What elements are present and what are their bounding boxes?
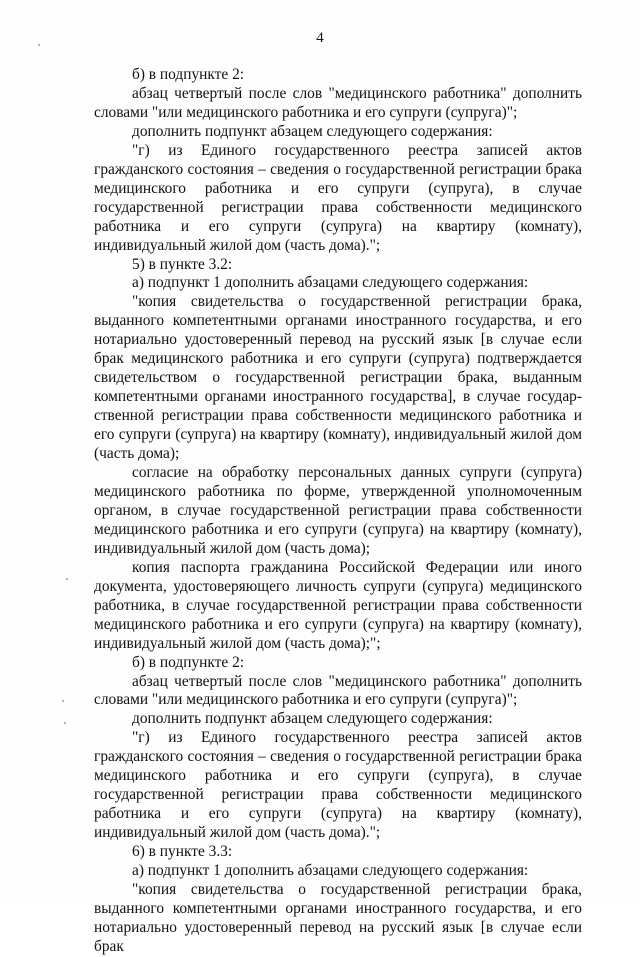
- paragraph: б) в подпункте 2:: [132, 653, 245, 671]
- scan-speck: [64, 722, 66, 724]
- paragraph: "г) из Единого государственного реестра записей актов гражданского состояния – сведения о государственной регистрации брака медицинского работника и его супруги (супруга), в случае государственной регистрации права собственности медицинского работника и его супруги (супруга) на квартиру (комнату), индивидуальный жилой дом (часть дома).";: [94, 141, 582, 254]
- paragraph: а) подпункт 1 дополнить абзацами следующего содержания:: [132, 274, 529, 292]
- document-body: [94, 66, 582, 957]
- paragraph: дополнить подпункт абзацем следующего содержания:: [132, 710, 493, 728]
- paragraph: б) в подпункте 2:: [132, 66, 245, 83]
- scan-speck: [66, 578, 68, 580]
- paragraph: "копия свидетельства о государственной регистрации брака, выданного компетентными органами иностранного государства, и его нотариально удостоверенный перевод на русский язык [в случае если брак медицинского работника и его супруги (супруга) подтверждается свидетельством о государственной регистрации брака, выданным компетентными органами иностранного государства], в случае государственной регистрации права собственности медицинского работника и его супруги (супруга) на квартиру (комнату), индивидуальный жилой дом (часть дома);: [94, 293, 582, 463]
- paragraph: "копия свидетельства о государственной регистрации брака, выданного компетентными органами иностранного государства, и его нотариально удостоверенный перевод на русский язык [в случае если брак: [94, 880, 582, 955]
- paragraph: абзац четвертый после слов "медицинского работника" дополнить словами "или медицинского работника и его супруги (супруга)";: [94, 84, 582, 121]
- paragraph: а) подпункт 1 дополнить абзацами следующего содержания:: [132, 862, 529, 880]
- paragraph: дополнить подпункт абзацем следующего содержания:: [132, 122, 493, 140]
- paragraph: согласие на обработку персональных данных супруги (супруга) медицинского работника по форме, утвержденной уполномоченным органом, в случае государственной регистрации права собственности медицинского работника и его супруги (супруга) на квартиру (комнату), индивидуальный жилой дом (часть дома);: [94, 464, 582, 557]
- paragraph: копия паспорта гражданина Российской Федерации или иного документа, удостоверяющего личность супруги (супруга) медицинского работника, в случае государственной регистрации права собственности медицинского работника и его супруги (супруга) на квартиру (комнату), индивидуальный жилой дом (часть дома);";: [94, 558, 582, 652]
- paragraph: 6) в пункте 3.3:: [132, 843, 233, 861]
- paragraph: "г) из Единого государственного реестра записей актов гражданского состояния – сведения о государственной регистрации брака медицинского работника и его супруги (супруга), в случае государственной регистрации права собственности медицинского работника и его супруги (супруга) на квартиру (комнату), индивидуальный жилой дом (часть дома).";: [94, 729, 582, 842]
- paragraph: 5) в пункте 3.2:: [132, 255, 233, 273]
- scan-speck: [62, 700, 64, 702]
- scan-speck: [38, 44, 40, 46]
- paragraph: абзац четвертый после слов "медицинского работника" дополнить словами "или медицинского работника и его супруги (супруга)";: [94, 672, 582, 709]
- page-number: 4: [316, 30, 324, 46]
